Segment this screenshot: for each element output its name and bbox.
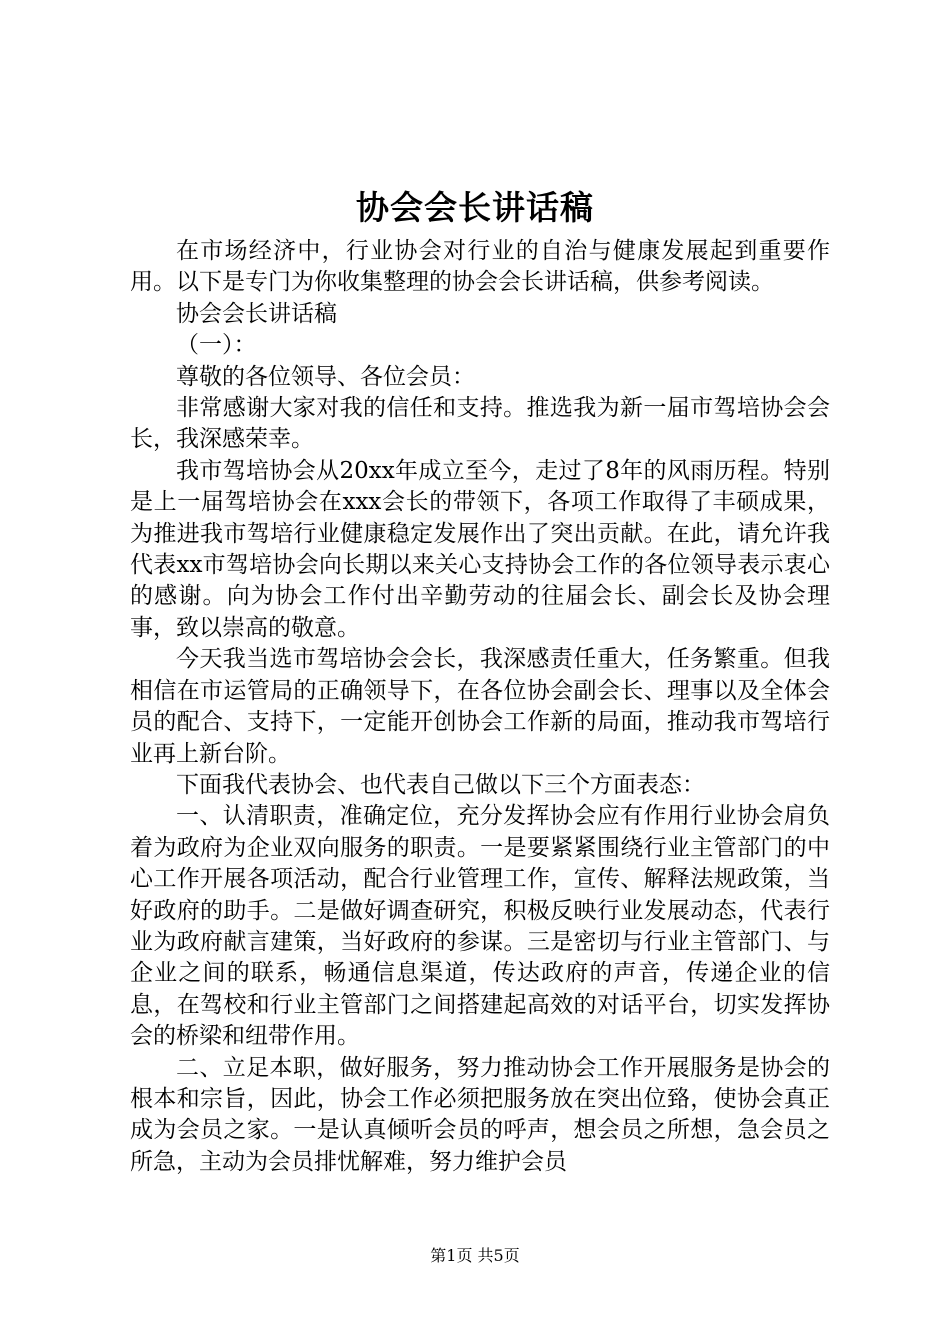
paragraph-section-number: （一）： <box>176 332 257 359</box>
paragraph-responsibility: 今天我当选市驾培协会会长，我深感责任重大，任务繁重。但我相信在市运管局的正确领导下，在各位协会副会长、理事以及全体会员的配合、支持下，一定能开创协会工作新的局面，推动我市驾培行业再上新台阶。 <box>130 646 830 767</box>
paragraph-salutation: 尊敬的各位领导、各位会员： <box>176 363 475 390</box>
paragraph-thanks: 非常感谢大家对我的信任和支持。推选我为新一届市驾培协会会长，我深感荣幸。 <box>130 395 830 453</box>
paragraph-point-one: 一、认清职责，准确定位，充分发挥协会应有作用行业协会肩负着为政府为企业双向服务的职责。一是要紧紧围绕行业主管部门的中心工作开展各项活动，配合行业管理工作，宣传、解释法规政策，当好政府的助手。二是做好调查研究，积极反映行业发展动态，代表行业为政府献言建策，当好政府的参谋。三是密切与行业主管部门、与企业之间的联系，畅通信息渠道，传达政府的声音，传递企业的信息，在驾校和行业主管部门之间搭建起高效的对话平台，切实发挥协会的桥梁和纽带作用。 <box>130 803 830 1050</box>
paragraph-point-two: 二、立足本职，做好服务，努力推动协会工作开展服务是协会的根本和宗旨，因此，协会工作必须把服务放在突出位臵，使协会真正成为会员之家。一是认真倾听会员的呼声，想会员之所想，急会员之所急，主动为会员排忧解难，努力维护会员 <box>130 1054 830 1175</box>
document-body <box>130 236 830 1178</box>
paragraph-history: 我市驾培协会从20xx年成立至今，走过了8年的风雨历程。特别是上一届驾培协会在xxx会长的带领下，各项工作取得了丰硕成果，为推进我市驾培行业健康稳定发展作出了突出贡献。在此，请允许我代表xx市驾培协会向长期以来关心支持协会工作的各位领导表示衷心的感谢。向为协会工作付出辛勤劳动的往届会长、副会长及协会理事，致以崇高的敬意。 <box>130 457 830 641</box>
paragraph-statement-intro: 下面我代表协会、也代表自己做以下三个方面表态： <box>176 771 705 798</box>
page-footer: 第1页 共5页 <box>430 1246 520 1265</box>
document-title: 协会会长讲话稿 <box>356 188 594 227</box>
paragraph-intro: 在市场经济中，行业协会对行业的自治与健康发展起到重要作用。以下是专门为你收集整理的协会会长讲话稿，供参考阅读。 <box>130 238 830 296</box>
paragraph-subtitle: 协会会长讲话稿 <box>176 300 337 327</box>
